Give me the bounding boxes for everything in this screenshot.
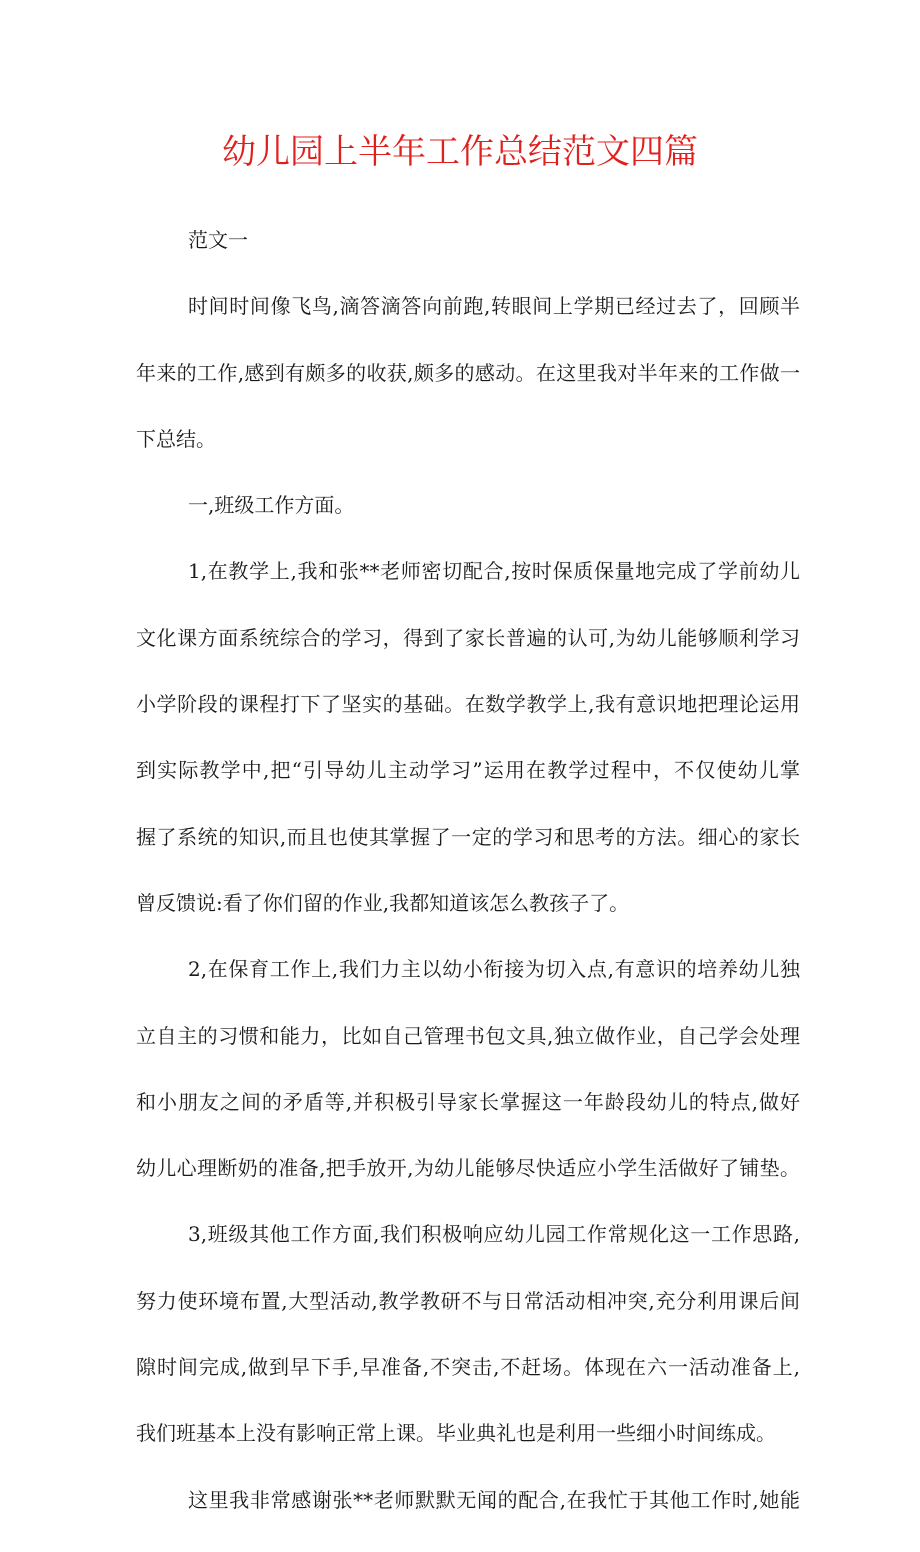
body-line: 努力使环境布置,大型活动,教学教研不与日常活动相冲突,充分利用课后间 xyxy=(136,1288,800,1313)
body-line: 小学阶段的课程打下了坚实的基础。在数学教学上,我有意识地把理论运用 xyxy=(136,692,800,717)
body-line: 和小朋友之间的矛盾等,并积极引导家长掌握这一年龄段幼儿的特点,做好 xyxy=(136,1089,800,1114)
body-line: 文化课方面系统综合的学习，得到了家长普遍的认可,为幼儿能够顺利学习 xyxy=(136,625,800,650)
body-line: 曾反馈说:看了你们留的作业,我都知道该怎么教孩子了。 xyxy=(136,890,630,915)
body-line: 年来的工作,感到有颇多的收获,颇多的感动。在这里我对半年来的工作做一 xyxy=(136,360,800,385)
body-line: 一,班级工作方面。 xyxy=(188,493,355,518)
document-title: 幼儿园上半年工作总结范文四篇 xyxy=(222,132,698,172)
body-line: 我们班基本上没有影响正常上课。毕业典礼也是利用一些细小时间练成。 xyxy=(136,1421,776,1446)
body-line: 隙时间完成,做到早下手,早准备,不突击,不赶场。体现在六一活动准备上, xyxy=(136,1355,800,1380)
body-line: 握了系统的知识,而且也使其掌握了一定的学习和思考的方法。细心的家长 xyxy=(136,824,800,849)
document-body xyxy=(136,226,800,1552)
body-line: 2,在保育工作上,我们力主以幼小衔接为切入点,有意识的培养幼儿独 xyxy=(188,957,800,982)
body-line: 幼儿心理断奶的准备,把手放开,为幼儿能够尽快适应小学生活做好了铺垫。 xyxy=(136,1156,800,1181)
body-line: 到实际教学中,把“引导幼儿主动学习”运用在教学过程中，不仅使幼儿掌 xyxy=(136,758,800,783)
body-line: 时间时间像飞鸟,滴答滴答向前跑,转眼间上学期已经过去了，回顾半 xyxy=(188,294,800,319)
body-line: 立自主的习惯和能力，比如自己管理书包文具,独立做作业，自己学会处理 xyxy=(136,1023,800,1048)
body-line: 1,在教学上,我和张**老师密切配合,按时保质保量地完成了学前幼儿 xyxy=(188,559,800,584)
body-line: 范文一 xyxy=(188,228,248,252)
body-line: 下总结。 xyxy=(136,426,216,451)
body-line: 这里我非常感谢张**老师默默无闻的配合,在我忙于其他工作时,她能 xyxy=(188,1487,800,1512)
body-line: 3,班级其他工作方面,我们积极响应幼儿园工作常规化这一工作思路, xyxy=(188,1222,800,1247)
